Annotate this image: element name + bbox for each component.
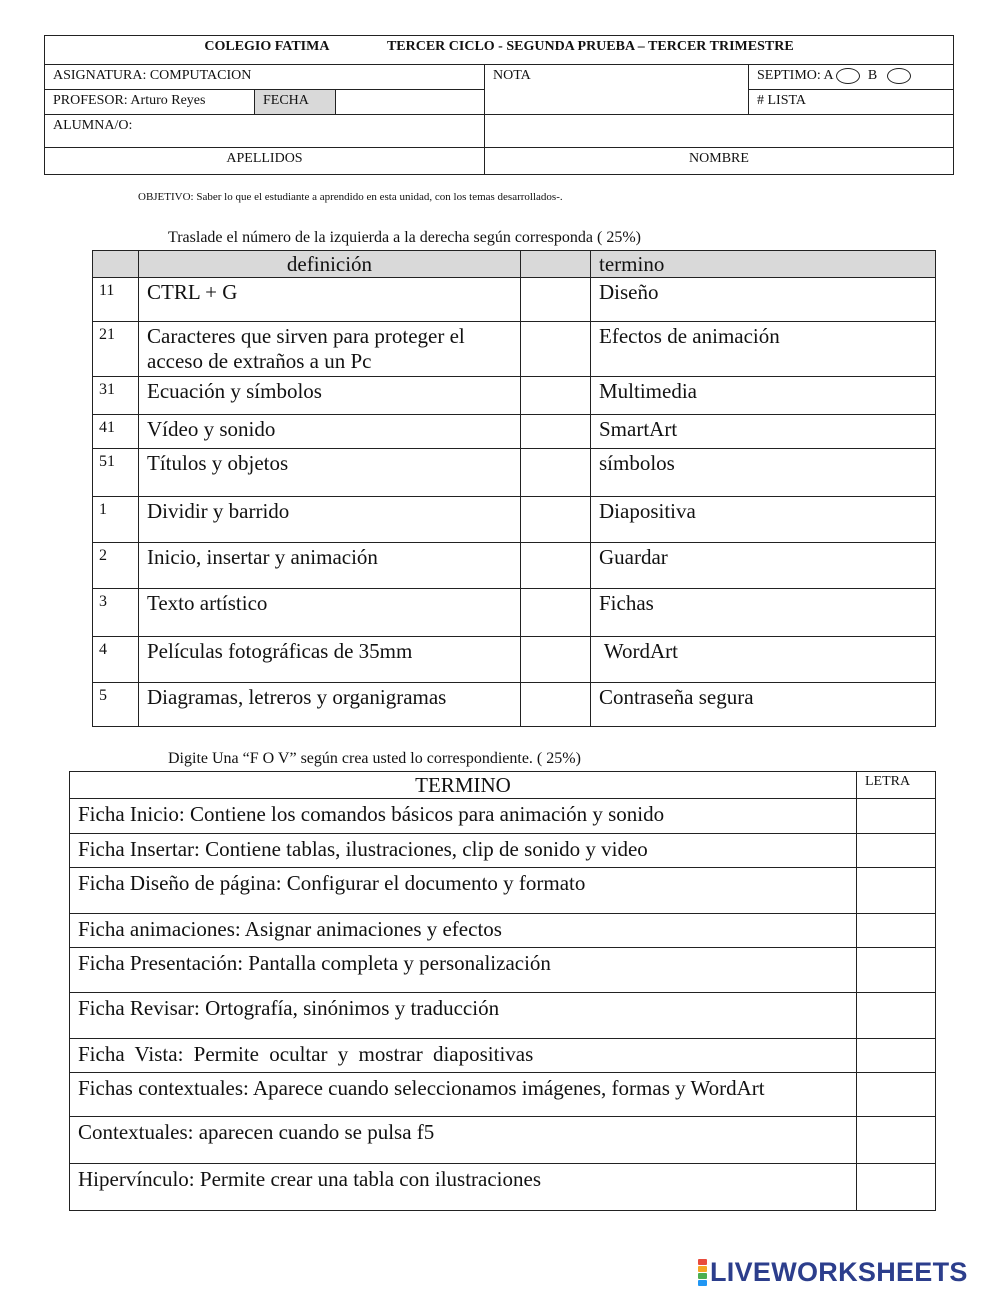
grade-label: NOTA xyxy=(493,68,531,83)
match-answer-input[interactable] xyxy=(521,543,591,589)
tf-row xyxy=(70,868,936,914)
tf-statement: Ficha Diseño de página: Configurar el documento y formato xyxy=(70,868,857,914)
match-row-definition: Inicio, insertar y animación xyxy=(139,543,521,589)
subject-cell xyxy=(45,65,485,90)
header-answer-cell xyxy=(521,251,591,278)
tf-row xyxy=(70,914,936,948)
matching-header-row xyxy=(93,251,936,278)
matching-row xyxy=(93,377,936,415)
matching-table xyxy=(92,250,936,727)
date-label-cell xyxy=(255,90,336,115)
tf-statement: Ficha Revisar: Ortografía, sinónimos y traducción xyxy=(70,993,857,1039)
match-answer-input[interactable] xyxy=(521,415,591,449)
match-row-term: SmartArt xyxy=(591,415,936,449)
tf-statement: Hipervínculo: Permite crear una tabla con ilustraciones xyxy=(70,1164,857,1211)
tf-statement: Fichas contextuales: Aparece cuando seleccionamos imágenes, formas y WordArt xyxy=(70,1073,857,1117)
tf-statement: Ficha Presentación: Pantalla completa y personalización xyxy=(70,948,857,993)
tf-letter-input[interactable] xyxy=(857,799,936,834)
match-answer-input[interactable] xyxy=(521,589,591,637)
date-label: FECHA xyxy=(263,93,309,108)
logo-cubes-icon xyxy=(698,1259,707,1286)
tf-statement: Ficha Inicio: Contiene los comandos básicos para animación y sonido xyxy=(70,799,857,834)
tf-statement: Ficha animaciones: Asignar animaciones y efectos xyxy=(70,914,857,948)
tf-letter-input[interactable] xyxy=(857,1039,936,1073)
section1-instruction: Traslade el número de la izquierda a la derecha según corresponda ( 25%) xyxy=(168,229,641,246)
matching-row xyxy=(93,497,936,543)
logo-cube-orange xyxy=(698,1266,707,1272)
tf-letter-input[interactable] xyxy=(857,1117,936,1164)
match-row-definition: CTRL + G xyxy=(139,278,521,322)
matching-row xyxy=(93,543,936,589)
match-row-number: 51 xyxy=(93,449,139,497)
match-row-term: Diapositiva xyxy=(591,497,936,543)
section-cell xyxy=(749,65,954,90)
logo-cube-red xyxy=(698,1259,707,1265)
tf-statement: Contextuales: aparecen cuando se pulsa f5 xyxy=(70,1117,857,1164)
section2-instruction: Digite Una “F O V” según crea usted lo correspondiente. ( 25%) xyxy=(168,750,581,767)
teacher-cell xyxy=(45,90,255,115)
true-false-table xyxy=(69,771,936,1211)
match-answer-input[interactable] xyxy=(521,683,591,727)
match-row-term: WordArt xyxy=(591,637,936,683)
name-cell xyxy=(485,148,954,175)
match-row-definition: Texto artístico xyxy=(139,589,521,637)
match-row-definition: Ecuación y símbolos xyxy=(139,377,521,415)
grade-cell[interactable] xyxy=(485,65,749,115)
matching-row xyxy=(93,589,936,637)
match-row-number: 41 xyxy=(93,415,139,449)
objective-text: OBJETIVO: Saber lo que el estudiante a aprendido en esta unidad, con los temas desarrollados-. xyxy=(138,191,563,203)
exam-title: TERCER CICLO - SEGUNDA PRUEBA – TERCER TRIMESTRE xyxy=(386,39,794,54)
name-label: NOMBRE xyxy=(689,151,749,166)
match-row-term: Guardar xyxy=(591,543,936,589)
match-row-term: Multimedia xyxy=(591,377,936,415)
match-row-term: símbolos xyxy=(591,449,936,497)
school-name: COLEGIO FATIMA xyxy=(204,39,330,54)
header-title xyxy=(45,36,954,65)
match-answer-input[interactable] xyxy=(521,449,591,497)
septimo-label: SEPTIMO: A xyxy=(757,68,833,84)
tf-row xyxy=(70,1164,936,1211)
header-definition: definición xyxy=(139,251,521,278)
tf-letter-input[interactable] xyxy=(857,914,936,948)
student-label: ALUMNA/O: xyxy=(53,118,133,133)
tf-row xyxy=(70,834,936,868)
tf-row xyxy=(70,799,936,834)
tf-letter-input[interactable] xyxy=(857,1164,936,1211)
matching-row xyxy=(93,278,936,322)
header-table xyxy=(44,35,954,175)
matching-row xyxy=(93,415,936,449)
match-row-number: 11 xyxy=(93,278,139,322)
tf-row xyxy=(70,948,936,993)
section-a-circle[interactable] xyxy=(836,68,860,84)
tf-letter-input[interactable] xyxy=(857,868,936,914)
logo-cube-green xyxy=(698,1273,707,1279)
match-row-definition: Caracteres que sirven para proteger el acceso de extraños a un Pc xyxy=(139,322,521,377)
match-row-term: Efectos de animación xyxy=(591,322,936,377)
tf-letter-input[interactable] xyxy=(857,993,936,1039)
match-row-number: 21 xyxy=(93,322,139,377)
match-row-term: Contraseña segura xyxy=(591,683,936,727)
match-row-term: Fichas xyxy=(591,589,936,637)
tf-row xyxy=(70,1073,936,1117)
match-answer-input[interactable] xyxy=(521,322,591,377)
tf-letter-input[interactable] xyxy=(857,1073,936,1117)
section-b-circle[interactable] xyxy=(887,68,911,84)
logo-text: LIVEWORKSHEETS xyxy=(710,1256,968,1287)
tf-row xyxy=(70,1117,936,1164)
match-row-definition: Vídeo y sonido xyxy=(139,415,521,449)
matching-row xyxy=(93,683,936,727)
match-answer-input[interactable] xyxy=(521,377,591,415)
match-row-term: Diseño xyxy=(591,278,936,322)
tf-letter-input[interactable] xyxy=(857,834,936,868)
match-row-number: 31 xyxy=(93,377,139,415)
matching-row xyxy=(93,449,936,497)
match-row-number: 4 xyxy=(93,637,139,683)
match-row-definition: Películas fotográficas de 35mm xyxy=(139,637,521,683)
student-cell[interactable] xyxy=(45,115,485,148)
header-termino: TERMINO xyxy=(70,772,857,799)
match-answer-input[interactable] xyxy=(521,278,591,322)
tf-header-row xyxy=(70,772,936,799)
match-answer-input[interactable] xyxy=(521,637,591,683)
surnames-label: APELLIDOS xyxy=(226,151,303,166)
match-row-definition: Dividir y barrido xyxy=(139,497,521,543)
list-cell[interactable] xyxy=(749,90,954,115)
tf-row xyxy=(70,993,936,1039)
list-label: # LISTA xyxy=(757,93,807,108)
tf-statement: Ficha Vista: Permite ocultar y mostrar diapositivas xyxy=(70,1039,857,1073)
match-row-number: 2 xyxy=(93,543,139,589)
logo-cube-blue xyxy=(698,1280,707,1286)
match-row-definition: Diagramas, letreros y organigramas xyxy=(139,683,521,727)
match-row-number: 1 xyxy=(93,497,139,543)
subject-label: ASIGNATURA: COMPUTACION xyxy=(53,68,252,83)
teacher-label: PROFESOR: Arturo Reyes xyxy=(53,93,206,108)
header-letra: LETRA xyxy=(857,772,936,799)
match-row-number: 5 xyxy=(93,683,139,727)
tf-row xyxy=(70,1039,936,1073)
tf-statement: Ficha Insertar: Contiene tablas, ilustraciones, clip de sonido y video xyxy=(70,834,857,868)
matching-row xyxy=(93,322,936,377)
surnames-cell xyxy=(45,148,485,175)
liveworksheets-logo xyxy=(698,1257,968,1287)
tf-letter-input[interactable] xyxy=(857,948,936,993)
student-name-input[interactable] xyxy=(485,115,954,148)
date-input-cell[interactable] xyxy=(336,90,485,115)
matching-row xyxy=(93,637,936,683)
match-row-definition: Títulos y objetos xyxy=(139,449,521,497)
header-term: termino xyxy=(591,251,936,278)
match-answer-input[interactable] xyxy=(521,497,591,543)
section-b-label: B xyxy=(867,68,878,84)
header-num-cell xyxy=(93,251,139,278)
match-row-number: 3 xyxy=(93,589,139,637)
